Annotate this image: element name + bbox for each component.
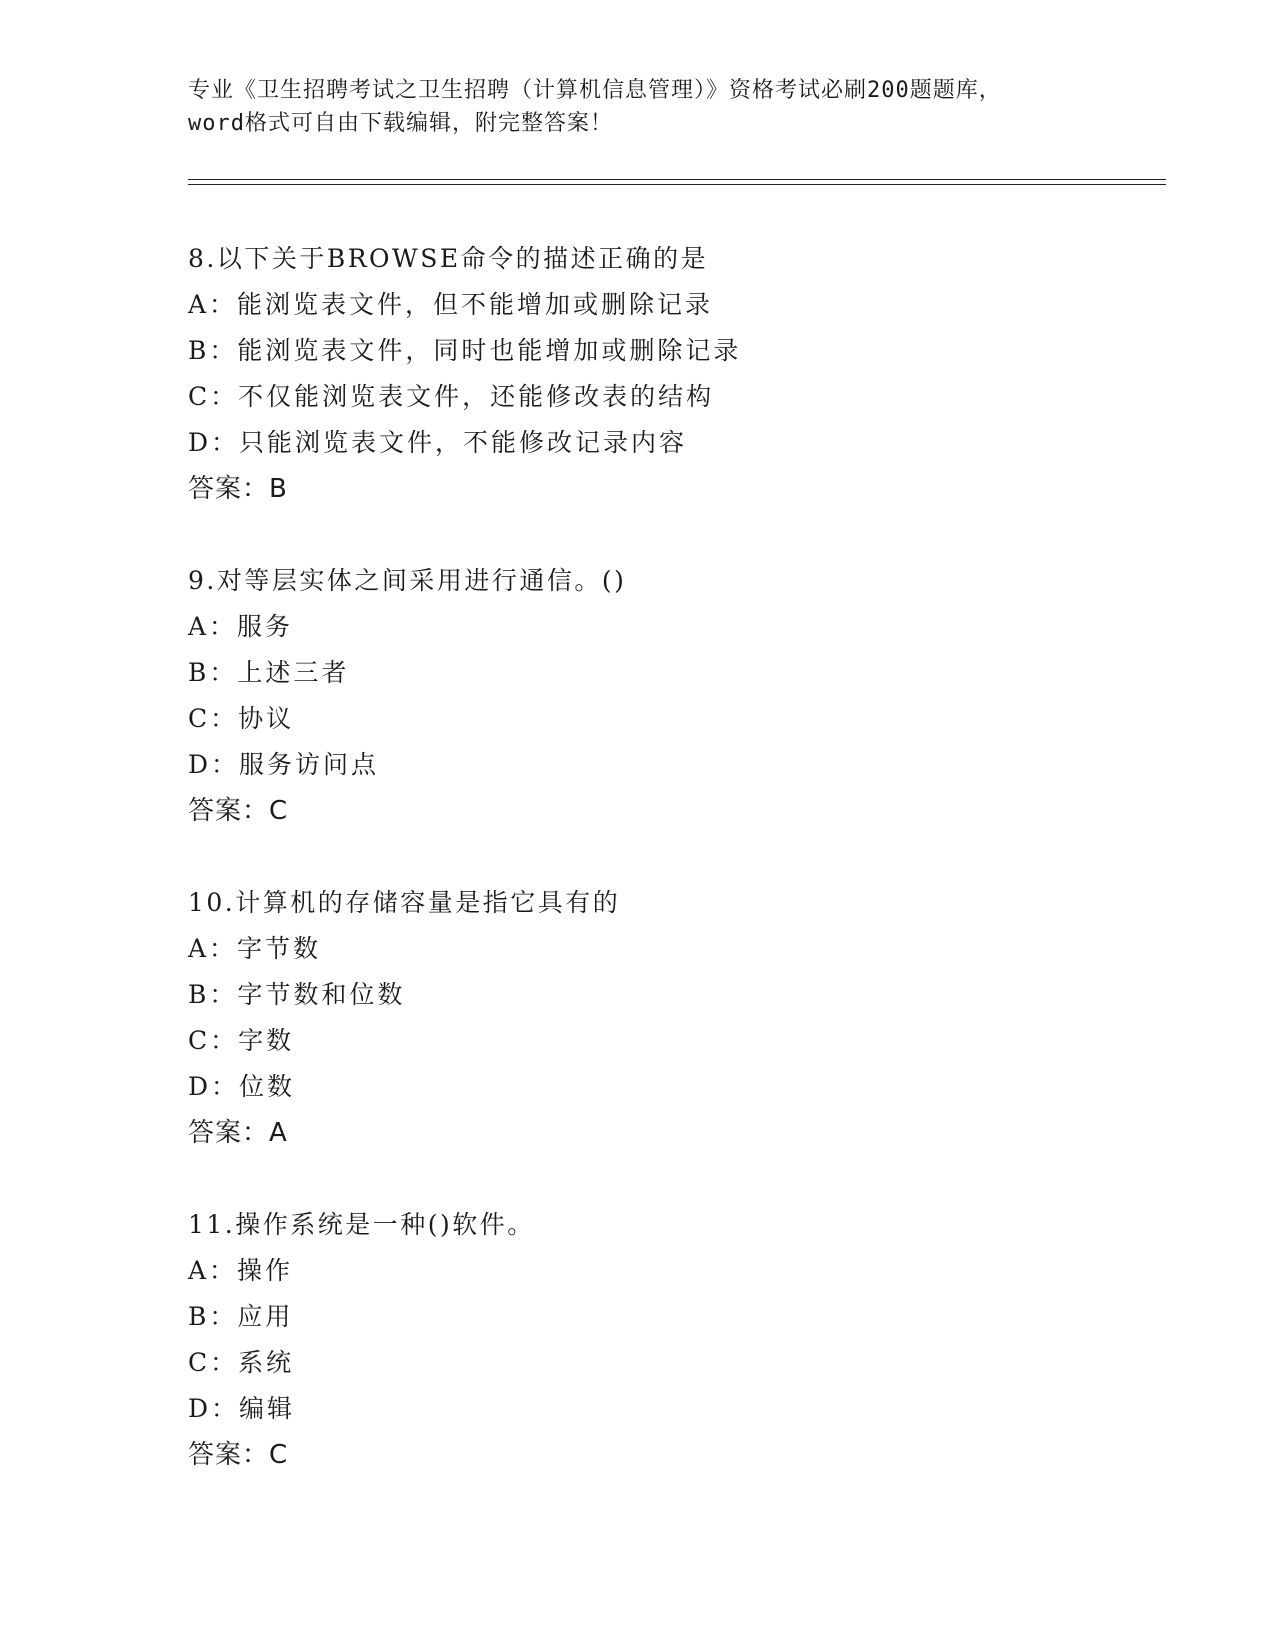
header-divider-top xyxy=(188,179,1166,180)
option-a: A：操作 xyxy=(188,1256,294,1285)
answer-line: 答案：C xyxy=(188,796,289,826)
option-d: D：编辑 xyxy=(188,1394,296,1423)
option-b: B：字节数和位数 xyxy=(188,980,406,1009)
option-c: C：不仅能浏览表文件，还能修改表的结构 xyxy=(188,382,715,411)
option-c: C：系统 xyxy=(188,1348,295,1377)
option-a: A：字节数 xyxy=(188,934,322,963)
answer-line: 答案：B xyxy=(188,474,288,504)
question-list xyxy=(188,236,1168,1524)
option-d: D：服务访问点 xyxy=(188,750,380,779)
answer-line: 答案：C xyxy=(188,1440,289,1470)
option-b: B：上述三者 xyxy=(188,658,350,687)
question-item xyxy=(188,558,1168,880)
header-divider-bottom xyxy=(188,184,1166,185)
question-item xyxy=(188,1202,1168,1524)
question-title: 9.对等层实体之间采用进行通信。() xyxy=(188,566,627,595)
header-title-line-1: 专业《卫生招聘考试之卫生招聘（计算机信息管理）》资格考试必刷200题题库， xyxy=(188,78,1002,103)
document-header xyxy=(188,74,1088,140)
option-c: C：协议 xyxy=(188,704,295,733)
option-c: C：字数 xyxy=(188,1026,295,1055)
question-title: 11.操作系统是一种()软件。 xyxy=(188,1210,535,1239)
answer-line: 答案：A xyxy=(188,1118,288,1148)
question-item xyxy=(188,236,1168,558)
header-title-line-2: word格式可自由下载编辑，附完整答案！ xyxy=(188,111,613,136)
option-b: B：应用 xyxy=(188,1302,294,1331)
option-a: A：服务 xyxy=(188,612,294,641)
option-d: D：位数 xyxy=(188,1072,296,1101)
question-item xyxy=(188,880,1168,1202)
option-d: D：只能浏览表文件，不能修改记录内容 xyxy=(188,428,688,457)
question-title: 10.计算机的存储容量是指它具有的 xyxy=(188,888,621,917)
option-b: B：能浏览表文件，同时也能增加或删除记录 xyxy=(188,336,742,365)
option-a: A：能浏览表文件，但不能增加或删除记录 xyxy=(188,290,714,319)
question-title: 8.以下关于BROWSE命令的描述正确的是 xyxy=(188,244,709,273)
